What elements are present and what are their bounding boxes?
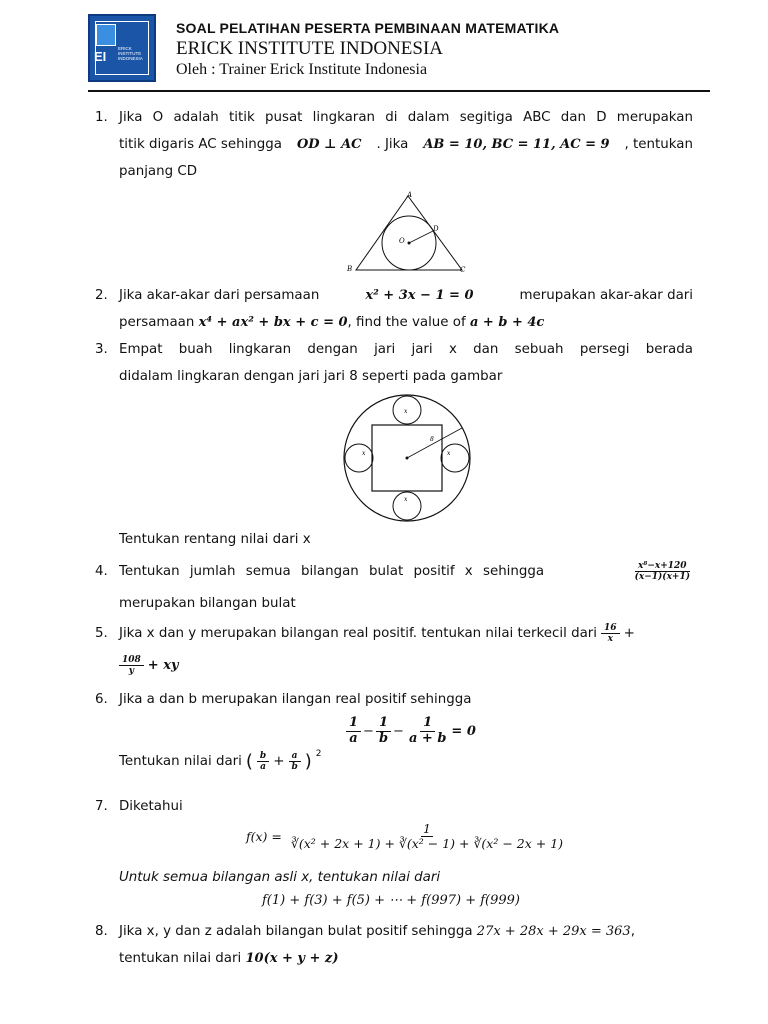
label-x-right: x <box>447 450 451 457</box>
word: jari <box>374 342 396 357</box>
logo-text: EI <box>94 49 107 64</box>
q6-line-2: Tentukan nilai dari ( $\frac{b}{a}$ + $\frac{a}{b}$ ) $^2$ <box>119 749 322 772</box>
question-number: 6. <box>95 692 108 707</box>
label-x-top: x <box>404 408 408 415</box>
word: segitiga <box>459 110 513 125</box>
word: Empat <box>119 342 163 357</box>
q2-line-2: persamaan x⁴ + ax² + bx + c = 0, find the value of a + b + 4c <box>119 315 545 330</box>
question-number: 4. <box>95 564 108 579</box>
q7-line-2: Untuk semua bilangan asli x, tentukan nilai dari <box>119 870 441 885</box>
q1-line-2: titik digaris AC sehingga OD ⊥ AC . Jika AB = 10, BC = 11, AC = 9 , tentukan <box>119 137 693 152</box>
word: titik <box>229 110 255 125</box>
logo-emblem-icon <box>96 24 116 46</box>
word: adalah <box>173 110 219 125</box>
label-x-bottom: x <box>404 496 408 503</box>
header-byline: Oleh : Trainer Erick Institute Indonesia <box>176 61 428 78</box>
label-c: C <box>460 266 466 274</box>
word: dengan <box>307 342 358 357</box>
word: di <box>385 110 398 125</box>
logo-small-text: ERICK INSTITUTE INDONESIA <box>118 46 143 61</box>
small-circle-left <box>345 444 373 472</box>
word: O <box>152 110 164 125</box>
label-x-left: x <box>362 450 366 457</box>
question-number: 8. <box>95 924 108 939</box>
question-number: 5. <box>95 626 108 641</box>
label-d: D <box>433 225 439 233</box>
triangle-incircle-figure <box>340 188 480 280</box>
q7-sum: f(1) + f(3) + f(5) + ⋯ + f(997) + f(999) <box>262 893 521 908</box>
word: x <box>448 342 457 357</box>
header-divider <box>88 90 710 92</box>
word: persegi <box>579 342 630 357</box>
q4-line-2: merupakan bilangan bulat <box>119 596 296 611</box>
question-number: 1. <box>95 110 108 125</box>
q7-line-1: Diketahui <box>119 799 183 814</box>
q3-line-2: didalam lingkaran dengan jari jari 8 seperti pada gambar <box>119 369 503 384</box>
label-b: B <box>347 265 353 273</box>
word: sebuah <box>514 342 564 357</box>
q5-line-2: $\frac{108}{y}$ + xy <box>119 652 179 679</box>
small-circle-right <box>441 444 469 472</box>
q7-function: f(x) = $\frac{1}{\text{∛(x² + 2x + 1) + ∛(x² − 1) + ∛(x² − 2x + 1)}}$ <box>246 821 564 852</box>
word: buah <box>178 342 213 357</box>
q3-line-3: Tentukan rentang nilai dari x <box>119 532 311 547</box>
question-number: 7. <box>95 799 108 814</box>
word: dalam <box>407 110 450 125</box>
label-a: A <box>407 191 413 199</box>
radius-line <box>407 428 462 458</box>
segment-od <box>409 231 433 243</box>
word: D <box>596 110 607 125</box>
q8-line-1: Jika x, y dan z adalah bilangan bulat positif sehingga 27x + 28x + 29x = 363, <box>119 924 635 939</box>
q1-line-1 <box>119 104 693 131</box>
q2-line-1: Jika akar-akar dari persamaan x² + 3x − 1 = 0 merupakan akar-akar dari <box>119 288 693 303</box>
q8-line-2: tentukan nilai dari 10(x + y + z) <box>119 951 339 966</box>
header-subtitle: ERICK INSTITUTE INDONESIA <box>176 38 444 59</box>
word: lingkaran <box>228 342 292 357</box>
word: pusat <box>264 110 303 125</box>
word: berada <box>645 342 693 357</box>
label-r: 8 <box>430 436 434 443</box>
question-number: 2. <box>95 288 108 303</box>
q3-line-1 <box>119 336 693 363</box>
word: ABC <box>523 110 551 125</box>
word: lingkaran <box>312 110 376 125</box>
word: dan <box>560 110 586 125</box>
header-title: SOAL PELATIHAN PESERTA PEMBINAAN MATEMATIKA <box>176 20 560 36</box>
q6-equation: $\frac{1}{a}$ − $\frac{1}{b}$ − $\frac{1}{a + b}$ = 0 <box>346 716 476 747</box>
institute-logo <box>88 14 156 82</box>
word: Jika <box>119 110 143 125</box>
q4-fraction: $\frac{\text{x⁸−x+120}}{(x-1)(x+1)}$ <box>634 560 690 582</box>
q6-line-1: Jika a dan b merupakan ilangan real positif sehingga <box>119 692 472 707</box>
page-header <box>88 14 708 84</box>
question-number: 3. <box>95 342 108 357</box>
q5-line-1: Jika x dan y merupakan bilangan real positif. tentukan nilai terkecil dari $\frac{16}{x}$ + <box>119 622 635 644</box>
q1-line-3: panjang CD <box>119 164 198 179</box>
word: dan <box>473 342 499 357</box>
triangle-abc <box>356 196 462 270</box>
label-o: O <box>399 237 405 245</box>
word: jari <box>411 342 433 357</box>
word: merupakan <box>616 110 693 125</box>
q4-line-1: Tentukan jumlah semua bilangan bulat positif x sehingga $\frac{\text{x⁸−x+120}}{(x-1)(x+1)}$ <box>119 558 693 585</box>
circles-square-figure <box>340 393 476 523</box>
